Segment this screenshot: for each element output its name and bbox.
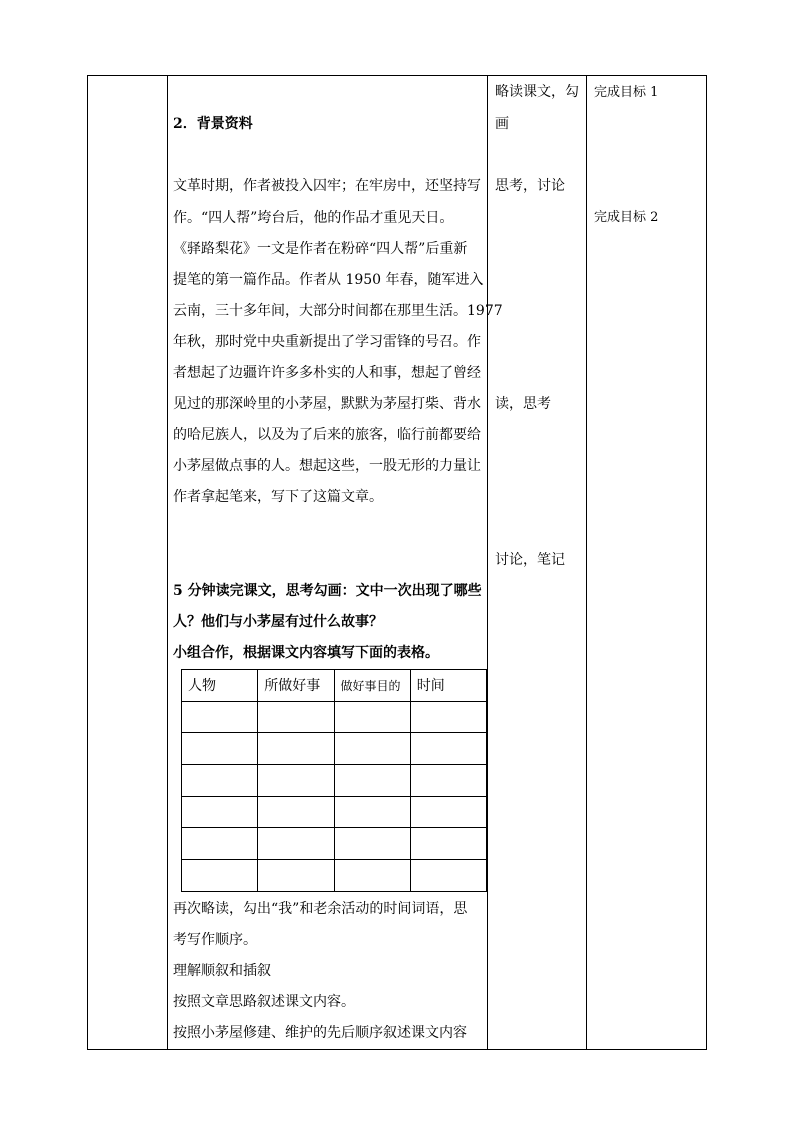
activity-read-think: 读，思考 [495,396,551,412]
table-cell[interactable] [334,828,410,860]
group-task [173,643,439,663]
table-left-border [87,75,88,1050]
table-cell[interactable] [258,733,334,765]
activity-skim: 略读课文，勾 [495,84,579,100]
reading-task-cont: 人？他们与小茅屋有过什么故事？ [173,614,383,630]
background-line: 作者拿起笔来，写下了这篇文章。 [173,489,383,505]
background-line: 者想起了边疆许许多多朴实的人和事，想起了曾经 [173,365,481,381]
background-line: 小茅屋做点事的人。想起这些，一股无形的力量让 [173,458,481,474]
table-top-border [87,75,707,76]
table-cell[interactable] [182,765,258,797]
table-row [182,733,487,765]
table-row [182,765,487,797]
table-row [182,828,487,860]
table-cell[interactable] [410,828,486,860]
section-heading: 2．背景资料 [173,116,253,132]
table-cell[interactable] [410,765,486,797]
table-cell[interactable] [334,765,410,797]
table-cell[interactable] [334,701,410,733]
background-line: 年秋，那时党中央重新提出了学习雷锋的号召。作 [173,334,481,350]
reading-task: 5 分钟读完课文，思考勾画：文中一次出现了哪些 [173,583,482,599]
goal-1: 完成目标 1 [594,85,659,100]
table-cell[interactable] [410,733,486,765]
table-cell[interactable] [258,765,334,797]
table-row [182,860,487,892]
table-cell[interactable] [182,828,258,860]
activity-skim-cont: 画 [495,116,509,132]
table-cell[interactable] [258,860,334,892]
table-cell[interactable] [410,796,486,828]
table-cell[interactable] [182,860,258,892]
table-bottom-border [87,1049,707,1050]
table-cell[interactable] [182,796,258,828]
group-task-text: 小组合作，根据课文内容填写下面的表格。 [173,645,439,661]
table-cell[interactable] [410,860,486,892]
table-row [182,701,487,733]
table-cell[interactable] [258,701,334,733]
header-person: 人物 [182,670,258,702]
background-line: 文革时期，作者被投入囚牢；在牢房中，还坚持写 [173,178,481,194]
background-line: 见过的那深岭里的小茅屋，默默为茅屋打柴、背水 [173,396,481,412]
retell-task-2: 按照小茅屋修建、维护的先后顺序叙述课文内容 [173,1025,467,1041]
table-row [182,796,487,828]
activity-think-discuss: 思考，讨论 [495,178,565,194]
retell-task-1: 按照文章思路叙述课文内容。 [173,994,355,1010]
table-cell[interactable] [258,828,334,860]
goal-2: 完成目标 2 [594,210,659,225]
background-line: 云南，三十多年间，大部分时间都在那里生活。1977 [173,303,503,319]
table-cell[interactable] [334,733,410,765]
table-cell[interactable] [410,701,486,733]
table-cell[interactable] [334,796,410,828]
reread-task: 再次略读，勾出“我”和老余活动的时间词语，思 [173,901,468,917]
header-time: 时间 [410,670,486,702]
reread-task-cont: 考写作顺序。 [173,932,257,948]
background-line: 的哈尼族人，以及为了后来的旅客，临行前都要给 [173,427,481,443]
header-purpose: 做好事目的 [334,670,410,702]
background-line: 作。“四人帮”垮台后，他的作品才重见天日。 [173,210,454,226]
table-header-row [182,670,487,702]
background-line: 《驿路梨花》一文是作者在粉碎“四人帮”后重新 [173,241,468,257]
fill-in-table [181,669,487,891]
table-right-border [706,75,707,1050]
table-cell[interactable] [258,796,334,828]
table-cell[interactable] [182,733,258,765]
column-divider-3 [586,75,587,1050]
column-divider-2 [487,75,488,1050]
table-cell[interactable] [334,860,410,892]
background-line: 提笔的第一篇作品。作者从 1950 年春，随军进入 [173,272,484,288]
header-good-deed: 所做好事 [258,670,334,702]
table-cell[interactable] [182,701,258,733]
understand-narration: 理解顺叙和插叙 [173,963,271,979]
column-divider-1 [167,75,168,1050]
activity-discuss-notes: 讨论，笔记 [495,552,565,568]
